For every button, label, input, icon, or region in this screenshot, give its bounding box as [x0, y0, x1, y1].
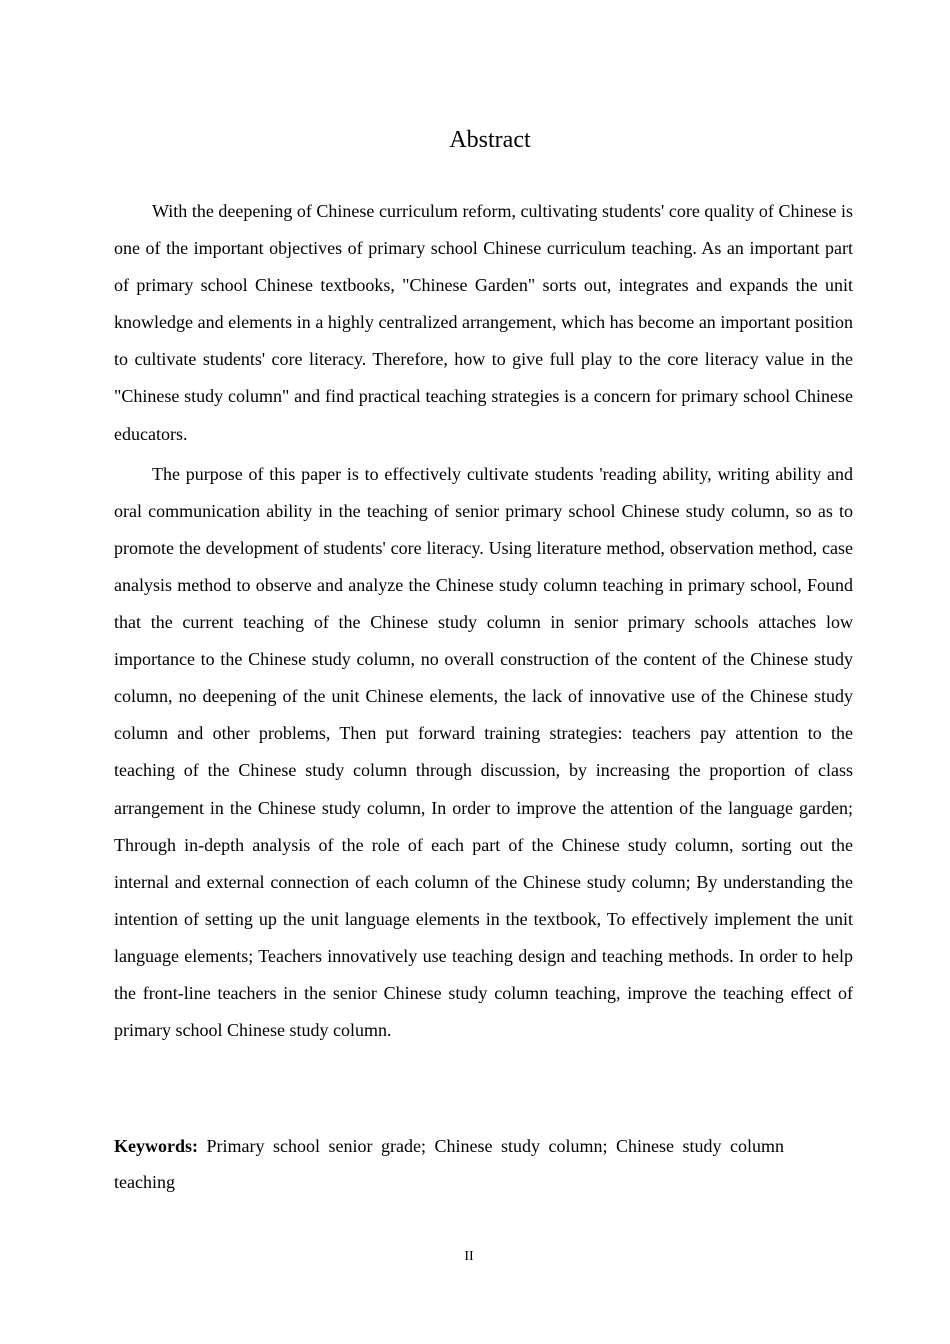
- keywords-label: Keywords:: [114, 1136, 198, 1156]
- abstract-paragraph-1: With the deepening of Chinese curriculum reform, cultivating students' core quality of Chinese is one of the important objectives of primary school Chinese curriculum teaching. As an important part of primary school Chinese textbooks, "Chinese Garden" sorts out, integrates and expands the unit knowledge and elements in a highly centralized arrangement, which has become an important position to cultivate students' core literacy. Therefore, how to give full play to the core literacy value in the "Chinese study column" and find practical teaching strategies is a concern for primary school Chinese educators.: [114, 201, 853, 444]
- keywords-text: Primary school senior grade; Chinese study column; Chinese study column teaching: [114, 1136, 784, 1192]
- page-number: II: [464, 1249, 474, 1264]
- abstract-title: Abstract: [449, 127, 531, 153]
- abstract-paragraph-2: The purpose of this paper is to effectively cultivate students 'reading ability, writing ability and oral communication ability in the teaching of senior primary school Chinese study column, so as to promote the development of students' core literacy. Using literature method, observation method, case analysis method to observe and analyze the Chinese study column teaching in primary school, Found that the current teaching of the Chinese study column in senior primary schools attaches low importance to the Chinese study column, no overall construction of the content of the Chinese study column, no deepening of the unit Chinese elements, the lack of innovative use of the Chinese study column and other problems, Then put forward training strategies: teachers pay attention to the teaching of the Chinese study column through discussion, by increasing the proportion of class arrangement in the Chinese study column, In order to improve the attention of the language garden; Through in-depth analysis of the role of each part of the Chinese study column, sorting out the internal and external connection of each column of the Chinese study column; By understanding the intention of setting up the unit language elements in the textbook, To effectively implement the unit language elements; Teachers innovatively use teaching design and teaching methods. In order to help the front-line teachers in the senior Chinese study column teaching, improve the teaching effect of primary school Chinese study column.: [114, 463, 853, 1041]
- keywords-line: [114, 1128, 784, 1200]
- abstract-body: [114, 193, 853, 1052]
